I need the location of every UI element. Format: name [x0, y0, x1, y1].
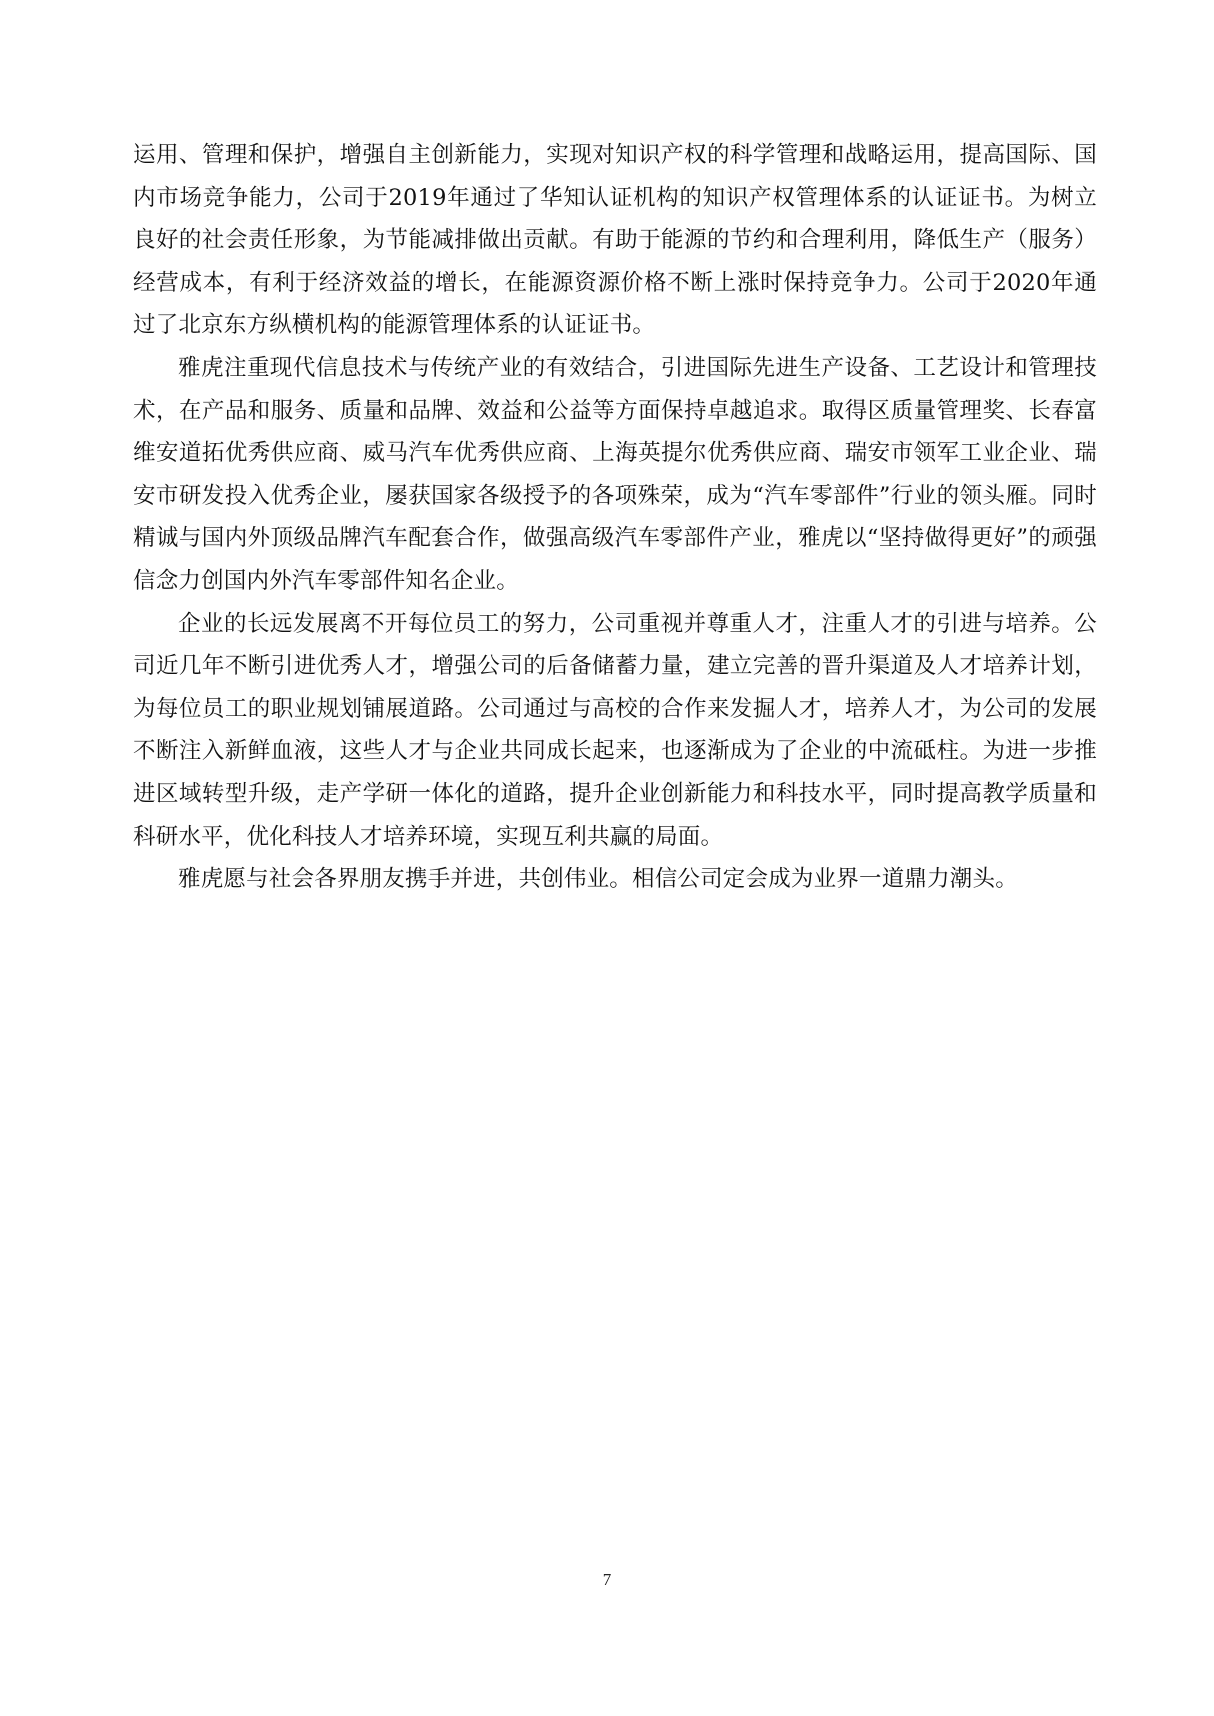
page-number: 7	[602, 1570, 612, 1589]
paragraph-closing-statement: 雅虎愿与社会各界朋友携手并进，共创伟业。相信公司定会成为业界一道鼎力潮头。	[178, 866, 1018, 893]
document-body	[133, 134, 1097, 901]
paragraph-technology-and-honors: 雅虎注重现代信息技术与传统产业的有效结合，引进国际先进生产设备、工艺设计和管理技术，在产品和服务、质量和品牌、效益和公益等方面保持卓越追求。取得区质量管理奖、长春富维安道拓优秀供应商、威马汽车优秀供应商、上海英提尔优秀供应商、瑞安市领军工业企业、瑞安市研发投入优秀企业，屡获国家各级授予的各项殊荣，成为“汽车零部件”行业的领头雁。同时精诚与国内外顶级品牌汽车配套合作，做强高级汽车零部件产业，雅虎以“坚持做得更好”的顽强信念力创国内外汽车零部件知名企业。	[133, 354, 1097, 594]
paragraph-ip-energy-certification: 运用、管理和保护，增强自主创新能力，实现对知识产权的科学管理和战略运用，提高国际、国内市场竞争能力，公司于2019年通过了华知认证机构的知识产权管理体系的认证证书。为树立良好的社会责任形象，为节能减排做出贡献。有助于能源的节约和合理利用，降低生产（服务）经营成本，有利于经济效益的增长，在能源资源价格不断上涨时保持竞争力。公司于2020年通过了北京东方纵横机构的能源管理体系的认证证书。	[133, 142, 1097, 339]
paragraph-talent-development: 企业的长远发展离不开每位员工的努力，公司重视并尊重人才，注重人才的引进与培养。公司近几年不断引进优秀人才，增强公司的后备储蓄力量，建立完善的晋升渠道及人才培养计划，为每位员工的职业规划铺展道路。公司通过与高校的合作来发掘人才，培养人才，为公司的发展不断注入新鲜血液，这些人才与企业共同成长起来，也逐渐成为了企业的中流砥柱。为进一步推进区域转型升级，走产学研一体化的道路，提升企业创新能力和科技水平，同时提高教学质量和科研水平，优化科技人才培养环境，实现互利共赢的局面。	[133, 610, 1097, 850]
